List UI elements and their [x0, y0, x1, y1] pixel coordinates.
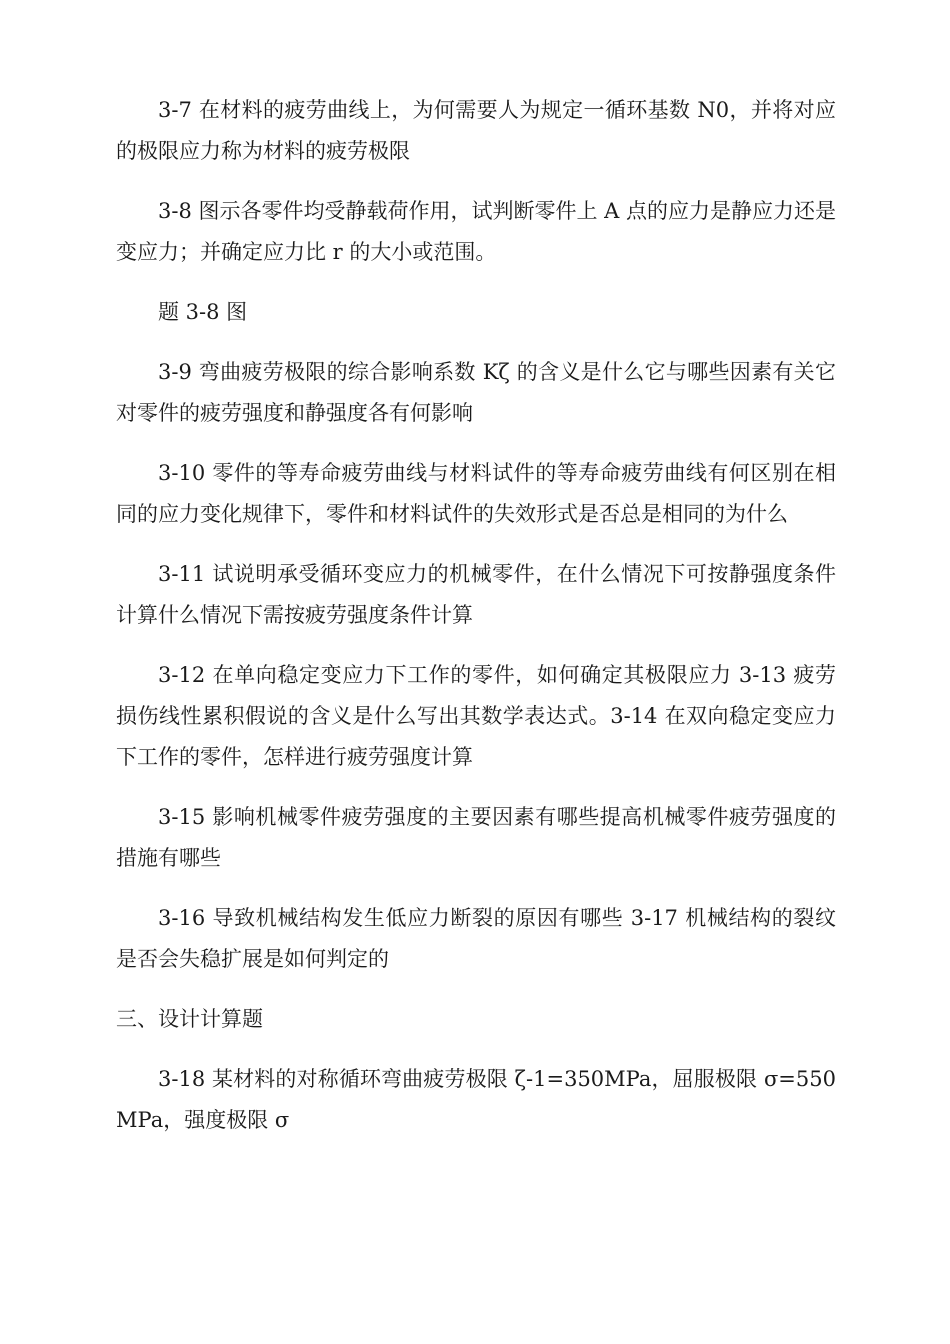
question-3-12: 3-12 在单向稳定变应力下工作的零件，如何确定其极限应力 3-13 疲劳损伤线性累积假说的含义是什么写出其数学表达式。3-14 在双向稳定变应力下工作的零件，怎样进行疲劳强度计算 [116, 663, 836, 769]
question-3-8: 3-8 图示各零件均受静载荷作用，试判断零件上 A 点的应力是静应力还是变应力；并确定应力比 r 的大小或范围。 [116, 199, 837, 264]
question-3-18: 3-18 某材料的对称循环弯曲疲劳极限 ζ-1=350MPa，屈服极限 σ=550MPa，强度极限 σ [116, 1067, 836, 1132]
question-3-16: 3-16 导致机械结构发生低应力断裂的原因有哪些 3-17 机械结构的裂纹是否会失稳扩展是如何判定的 [116, 906, 836, 971]
question-3-10: 3-10 零件的等寿命疲劳曲线与材料试件的等寿命疲劳曲线有何区别在相同的应力变化规律下，零件和材料试件的失效形式是否总是相同的为什么 [116, 461, 836, 526]
question-3-11: 3-11 试说明承受循环变应力的机械零件，在什么情况下可按静强度条件计算什么情况下需按疲劳强度条件计算 [116, 562, 836, 627]
question-3-15: 3-15 影响机械零件疲劳强度的主要因素有哪些提高机械零件疲劳强度的措施有哪些 [116, 805, 836, 870]
figure-caption-3-8: 题 3-8 图 [158, 300, 248, 324]
question-3-7: 3-7 在材料的疲劳曲线上，为何需要人为规定一循环基数 N0，并将对应的极限应力称为材料的疲劳极限 [116, 98, 836, 163]
document-page [116, 90, 836, 1160]
question-3-9: 3-9 弯曲疲劳极限的综合影响系数 Kζ 的含义是什么它与哪些因素有关它对零件的疲劳强度和静强度各有何影响 [116, 360, 836, 425]
section-heading: 三、设计计算题 [116, 1007, 263, 1031]
